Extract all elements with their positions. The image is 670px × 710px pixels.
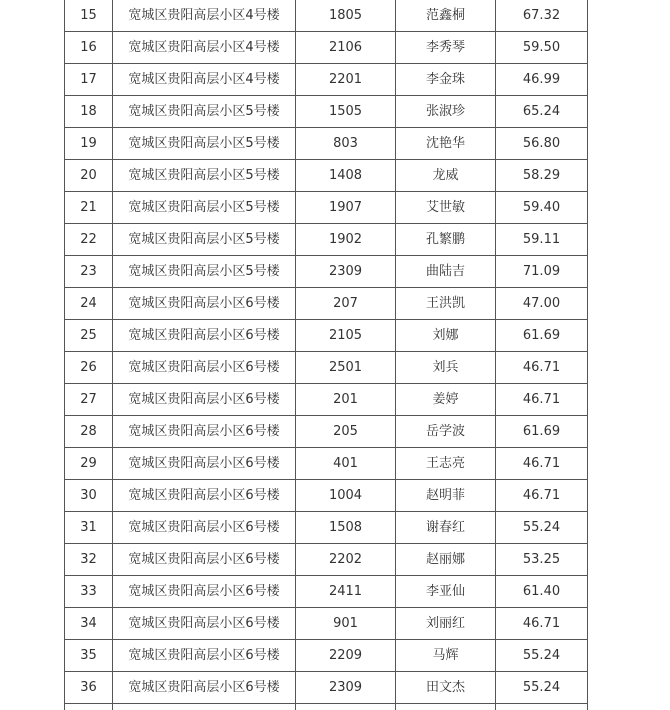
row-number: 35	[65, 640, 113, 672]
building-cell: 宽城区贵阳高层小区4号楼	[113, 32, 296, 64]
row-number: 19	[65, 128, 113, 160]
row-number: 34	[65, 608, 113, 640]
resident-name-cell: 龙威	[396, 160, 496, 192]
row-number: 31	[65, 512, 113, 544]
resident-name-cell: 刘兵	[396, 352, 496, 384]
building-cell: 宽城区贵阳高层小区5号楼	[113, 192, 296, 224]
building-cell: 宽城区贵阳高层小区6号楼	[113, 384, 296, 416]
resident-name-cell: 李秀琴	[396, 32, 496, 64]
resident-name-cell: 刘丽红	[396, 608, 496, 640]
row-number: 32	[65, 544, 113, 576]
table-row	[65, 448, 588, 480]
room-number-cell: 2105	[296, 320, 396, 352]
empty-cell	[396, 704, 496, 710]
area-cell: 46.99	[496, 64, 588, 96]
row-number: 18	[65, 96, 113, 128]
row-number: 17	[65, 64, 113, 96]
empty-cell	[65, 704, 113, 710]
room-number-cell: 2411	[296, 576, 396, 608]
area-cell: 58.29	[496, 160, 588, 192]
room-number-cell: 803	[296, 128, 396, 160]
housing-list-table-container	[64, 0, 587, 710]
building-cell: 宽城区贵阳高层小区6号楼	[113, 512, 296, 544]
table-row	[65, 576, 588, 608]
area-cell: 61.40	[496, 576, 588, 608]
row-number: 22	[65, 224, 113, 256]
resident-name-cell: 岳学波	[396, 416, 496, 448]
building-cell: 宽城区贵阳高层小区6号楼	[113, 416, 296, 448]
room-number-cell: 1805	[296, 0, 396, 32]
row-number: 36	[65, 672, 113, 704]
resident-name-cell: 田文杰	[396, 672, 496, 704]
room-number-cell: 2309	[296, 256, 396, 288]
table-row	[65, 256, 588, 288]
row-number: 15	[65, 0, 113, 32]
table-row	[65, 480, 588, 512]
building-cell: 宽城区贵阳高层小区5号楼	[113, 256, 296, 288]
table-row	[65, 288, 588, 320]
room-number-cell: 2201	[296, 64, 396, 96]
resident-name-cell: 李金珠	[396, 64, 496, 96]
area-cell: 46.71	[496, 384, 588, 416]
table-row-cutoff	[65, 704, 588, 710]
building-cell: 宽城区贵阳高层小区6号楼	[113, 576, 296, 608]
table-row	[65, 352, 588, 384]
building-cell: 宽城区贵阳高层小区5号楼	[113, 128, 296, 160]
area-cell: 46.71	[496, 352, 588, 384]
resident-name-cell: 沈艳华	[396, 128, 496, 160]
table-row	[65, 608, 588, 640]
room-number-cell: 2106	[296, 32, 396, 64]
resident-name-cell: 谢春红	[396, 512, 496, 544]
row-number: 28	[65, 416, 113, 448]
room-number-cell: 401	[296, 448, 396, 480]
resident-name-cell: 姜婷	[396, 384, 496, 416]
building-cell: 宽城区贵阳高层小区5号楼	[113, 96, 296, 128]
building-cell: 宽城区贵阳高层小区4号楼	[113, 64, 296, 96]
building-cell: 宽城区贵阳高层小区5号楼	[113, 224, 296, 256]
empty-cell	[496, 704, 588, 710]
area-cell: 56.80	[496, 128, 588, 160]
room-number-cell: 207	[296, 288, 396, 320]
table-row	[65, 128, 588, 160]
resident-name-cell: 张淑珍	[396, 96, 496, 128]
row-number: 26	[65, 352, 113, 384]
area-cell: 71.09	[496, 256, 588, 288]
row-number: 33	[65, 576, 113, 608]
area-cell: 65.24	[496, 96, 588, 128]
table-row	[65, 64, 588, 96]
resident-name-cell: 刘娜	[396, 320, 496, 352]
room-number-cell: 201	[296, 384, 396, 416]
row-number: 21	[65, 192, 113, 224]
room-number-cell: 1408	[296, 160, 396, 192]
empty-cell	[113, 704, 296, 710]
room-number-cell: 2309	[296, 672, 396, 704]
area-cell: 67.32	[496, 0, 588, 32]
room-number-cell: 2501	[296, 352, 396, 384]
row-number: 30	[65, 480, 113, 512]
row-number: 27	[65, 384, 113, 416]
area-cell: 53.25	[496, 544, 588, 576]
building-cell: 宽城区贵阳高层小区4号楼	[113, 0, 296, 32]
resident-name-cell: 李亚仙	[396, 576, 496, 608]
building-cell: 宽城区贵阳高层小区6号楼	[113, 544, 296, 576]
area-cell: 61.69	[496, 416, 588, 448]
area-cell: 59.50	[496, 32, 588, 64]
resident-name-cell: 马辉	[396, 640, 496, 672]
building-cell: 宽城区贵阳高层小区6号楼	[113, 288, 296, 320]
room-number-cell: 901	[296, 608, 396, 640]
area-cell: 46.71	[496, 480, 588, 512]
resident-name-cell: 艾世敏	[396, 192, 496, 224]
table-row	[65, 96, 588, 128]
resident-name-cell: 范鑫桐	[396, 0, 496, 32]
table-row	[65, 384, 588, 416]
area-cell: 55.24	[496, 640, 588, 672]
building-cell: 宽城区贵阳高层小区6号楼	[113, 480, 296, 512]
table-row	[65, 416, 588, 448]
area-cell: 46.71	[496, 608, 588, 640]
table-row	[65, 192, 588, 224]
area-cell: 59.11	[496, 224, 588, 256]
room-number-cell: 1907	[296, 192, 396, 224]
room-number-cell: 1505	[296, 96, 396, 128]
building-cell: 宽城区贵阳高层小区6号楼	[113, 608, 296, 640]
table-row	[65, 224, 588, 256]
resident-name-cell: 孔繁鹏	[396, 224, 496, 256]
resident-name-cell: 王洪凯	[396, 288, 496, 320]
resident-name-cell: 曲陆吉	[396, 256, 496, 288]
table-row	[65, 160, 588, 192]
row-number: 25	[65, 320, 113, 352]
area-cell: 55.24	[496, 512, 588, 544]
resident-name-cell: 赵明菲	[396, 480, 496, 512]
row-number: 29	[65, 448, 113, 480]
table-row	[65, 512, 588, 544]
building-cell: 宽城区贵阳高层小区6号楼	[113, 640, 296, 672]
table-row	[65, 320, 588, 352]
area-cell: 61.69	[496, 320, 588, 352]
resident-name-cell: 王志亮	[396, 448, 496, 480]
area-cell: 59.40	[496, 192, 588, 224]
room-number-cell: 2209	[296, 640, 396, 672]
building-cell: 宽城区贵阳高层小区6号楼	[113, 320, 296, 352]
empty-cell	[296, 704, 396, 710]
row-number: 24	[65, 288, 113, 320]
room-number-cell: 2202	[296, 544, 396, 576]
area-cell: 55.24	[496, 672, 588, 704]
housing-list-table	[64, 0, 588, 710]
area-cell: 46.71	[496, 448, 588, 480]
room-number-cell: 1004	[296, 480, 396, 512]
room-number-cell: 205	[296, 416, 396, 448]
table-row	[65, 640, 588, 672]
building-cell: 宽城区贵阳高层小区6号楼	[113, 672, 296, 704]
table-body	[65, 0, 588, 710]
building-cell: 宽城区贵阳高层小区5号楼	[113, 160, 296, 192]
room-number-cell: 1508	[296, 512, 396, 544]
table-row	[65, 544, 588, 576]
table-row	[65, 32, 588, 64]
row-number: 23	[65, 256, 113, 288]
row-number: 16	[65, 32, 113, 64]
table-row	[65, 672, 588, 704]
resident-name-cell: 赵丽娜	[396, 544, 496, 576]
table-row	[65, 0, 588, 32]
room-number-cell: 1902	[296, 224, 396, 256]
building-cell: 宽城区贵阳高层小区6号楼	[113, 448, 296, 480]
area-cell: 47.00	[496, 288, 588, 320]
row-number: 20	[65, 160, 113, 192]
building-cell: 宽城区贵阳高层小区6号楼	[113, 352, 296, 384]
